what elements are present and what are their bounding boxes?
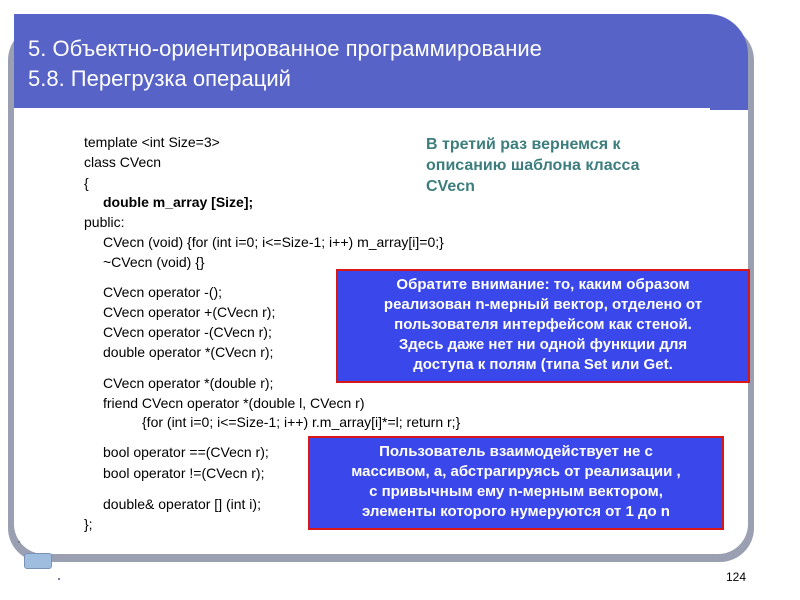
page-number: 124 <box>726 570 747 584</box>
code-line: CVecn (void) {for (int i=0; i<=Size-1; i++) m_array[i]=0;} <box>103 234 444 250</box>
intro-note <box>426 134 726 197</box>
note-line: описанию шаблона класса <box>426 157 640 174</box>
header-divider <box>14 108 710 110</box>
code-line: CVecn operator *(double r); <box>103 375 274 391</box>
callout-abstraction <box>308 436 724 530</box>
code-line: template <int Size=3> <box>84 134 220 150</box>
slide-title: 5. Объектно-ориентированное программирование <box>28 36 542 61</box>
callout-encapsulation <box>336 269 750 383</box>
callout-line: Обратите внимание: то, каким образом <box>396 276 690 293</box>
callout-line: пользователя интерфейсом как стеной. <box>394 316 692 333</box>
code-line: { <box>84 175 89 191</box>
slide-nav-button[interactable] <box>24 553 52 569</box>
code-line: double operator *(CVecn r); <box>103 344 274 360</box>
callout-line: Здесь даже нет ни одной функции для <box>398 336 688 353</box>
code-line: {for (int i=0; i<=Size-1; i++) r.m_array[i]*=l; return r;} <box>142 414 461 430</box>
code-line: bool operator ==(CVecn r); <box>103 444 269 460</box>
code-line: class CVecn <box>84 154 162 170</box>
slide-subtitle: 5.8. Перегрузка операций <box>28 66 291 91</box>
code-line: friend CVecn operator *(double l, CVecn r) <box>103 395 365 411</box>
code-line: }; <box>84 516 93 532</box>
code-line: ~CVecn (void) {} <box>103 254 205 270</box>
callout-line: массивом, а, абстрагируясь от реализации , <box>351 463 681 480</box>
callout-line: реализован n-мерный вектор, отделено от <box>383 296 703 313</box>
decor-dot <box>58 578 60 580</box>
code-line: double& operator [] (int i); <box>103 496 261 512</box>
callout-line: элементы которого нумеруются от 1 до n <box>362 503 670 520</box>
code-line: CVecn operator +(CVecn r); <box>103 304 276 320</box>
note-line: CVecn <box>426 178 475 195</box>
code-line: bool operator !=(CVecn r); <box>103 465 265 481</box>
callout-line: с привычным ему n-мерным вектором, <box>369 483 663 500</box>
decor-dot <box>18 541 20 543</box>
note-line: В третий раз вернемся к <box>426 136 621 153</box>
code-line: CVecn operator -(CVecn r); <box>103 324 272 340</box>
code-line: CVecn operator -(); <box>103 284 223 300</box>
callout-line: Пользователь взаимодействует не с <box>379 443 653 460</box>
code-line: double m_array [Size]; <box>103 194 254 210</box>
code-line: public: <box>84 214 125 230</box>
callout-line: доступа к полям (типа Set или Get. <box>413 356 673 373</box>
slide-header <box>14 14 748 110</box>
